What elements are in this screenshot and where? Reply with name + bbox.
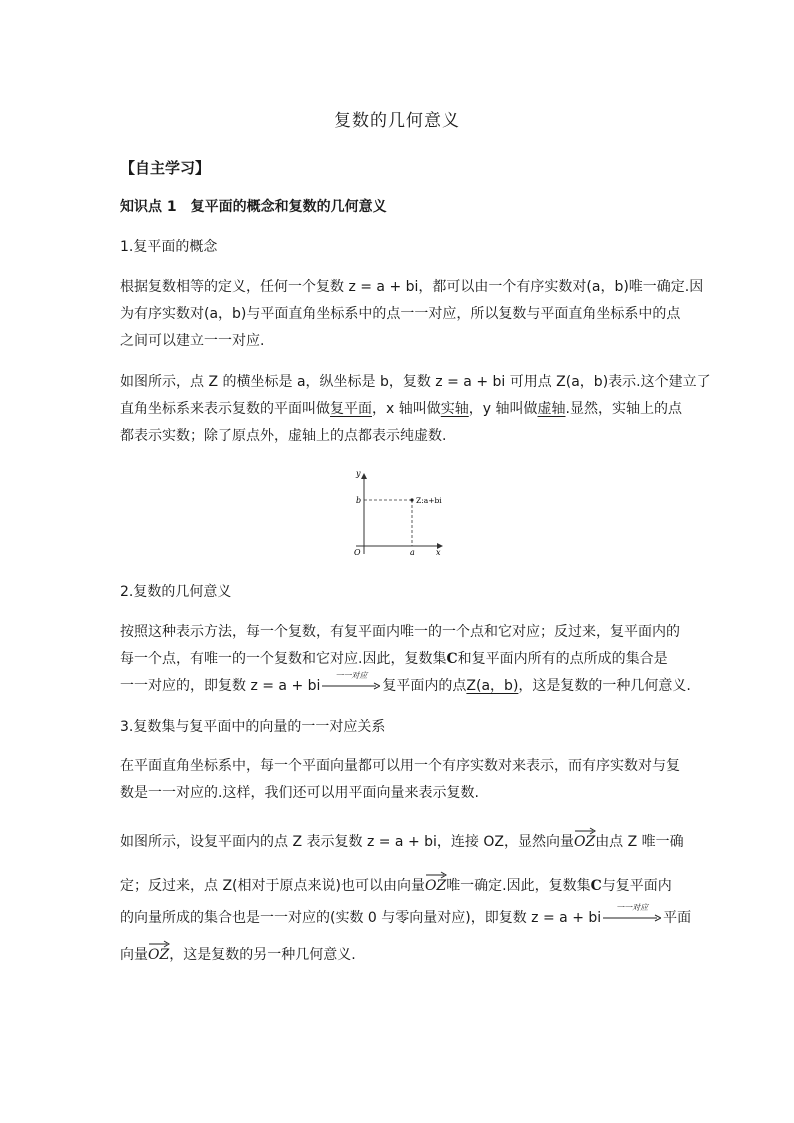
vector-oz-text: OZ <box>424 878 447 894</box>
sub3-line2: 数是一一对应的.这样，我们还可以用平面向量来表示复数. <box>120 785 479 801</box>
sub2-line3 <box>120 671 691 695</box>
para2-text-b: ，x 轴叫做 <box>372 401 441 417</box>
sub3-line3-b: 由点 Z 唯一确 <box>595 834 684 850</box>
b-tick-label: b <box>356 496 362 505</box>
sub3-line6-a: 向量 <box>120 947 148 963</box>
vector-oz <box>148 947 169 963</box>
para1-line1: 根据复数相等的定义，任何一个复数 z = a + bi，都可以由一个有序实数对(a，b)唯一确定.因 <box>120 279 704 295</box>
sub2-line2 <box>120 648 668 668</box>
para2-line1: 如图所示，点 Z 的横坐标是 a，纵坐标是 b，复数 z = a + bi 可用点 Z(a，b)表示.这个建立了 <box>120 374 711 390</box>
correspondence-arrow-label: 一一对应 <box>335 671 368 680</box>
complex-set-symbol: C <box>590 878 602 894</box>
para1-line3: 之间可以建立一一对应. <box>120 333 265 349</box>
x-axis-label: x <box>436 548 441 557</box>
vector-oz <box>425 878 446 894</box>
correspondence-arrow <box>603 903 661 923</box>
term-real-axis: 实轴 <box>440 401 469 417</box>
sub2-line1: 按照这种表示方法，每一个复数，有复平面内唯一的一个点和它对应；反过来，复平面内的 <box>120 624 680 640</box>
knowledge-point-heading <box>120 196 387 216</box>
vector-oz-text: OZ <box>573 834 596 850</box>
sub3-line4-a: 定；反过来，点 Z(相对于原点来说)也可以由向量 <box>120 878 425 894</box>
sub3-line3 <box>120 831 684 851</box>
correspondence-arrow-label: 一一对应 <box>616 903 649 912</box>
subsection-3-heading: 3.复数集与复平面中的向量的一一对应关系 <box>120 719 386 735</box>
sub3-line5 <box>120 903 692 927</box>
complex-plane-figure <box>338 464 458 560</box>
term-complex-plane: 复平面 <box>330 401 372 417</box>
page-title: 复数的几何意义 <box>334 111 460 131</box>
a-tick-label: a <box>410 548 415 557</box>
sub2-line2-b: 和复平面内所有的点所成的集合是 <box>457 651 668 667</box>
sub3-line4-c: 与复平面内 <box>601 878 672 894</box>
section-heading: 【自主学习】 <box>120 159 211 177</box>
subsection-1-heading: 1.复平面的概念 <box>120 239 218 255</box>
complex-set-symbol: C <box>446 651 458 667</box>
origin-label: O <box>354 548 361 557</box>
point-z <box>410 498 413 501</box>
para2-line3: 都表示实数；除了原点外，虚轴上的点都表示纯虚数. <box>120 428 447 444</box>
para2-text-d: .显然，实轴上的点 <box>565 401 682 417</box>
sub2-line3-b: 复平面内的点 <box>382 678 467 694</box>
y-axis-label: y <box>356 469 361 478</box>
para1-line2: 为有序实数对(a，b)与平面直角坐标系中的点一一对应，所以复数与平面直角坐标系中的点 <box>120 306 681 322</box>
sub3-line4 <box>120 875 672 895</box>
sub3-line5-b: 平面 <box>663 910 692 926</box>
sub3-line3-a: 如图所示，设复平面内的点 Z 表示复数 z = a + bi，连接 OZ，显然向量 <box>120 834 574 850</box>
sub3-line6-b: ，这是复数的另一种几何意义. <box>169 947 356 963</box>
para2-line2 <box>120 398 682 418</box>
subsection-2-heading: 2.复数的几何意义 <box>120 584 232 600</box>
knowledge-point-label: 知识点 1 <box>120 199 177 215</box>
sub3-line5-a: 的向量所成的集合也是一一对应的(实数 0 与零向量对应)，即复数 z = a + bi <box>120 910 602 926</box>
sub3-line4-b: 唯一确定.因此，复数集 <box>446 878 591 894</box>
sub3-line1: 在平面直角坐标系中，每一个平面向量都可以用一个有序实数对来表示，而有序实数对与复 <box>120 758 680 774</box>
point-z-label: Z:a+bi <box>416 496 442 505</box>
sub2-line3-a: 一一对应的，即复数 z = a + bi <box>120 678 321 694</box>
sub2-line2-a: 每一个点，有唯一的一个复数和它对应.因此，复数集 <box>120 651 447 667</box>
sub2-line3-c: ，这是复数的一种几何意义. <box>518 678 691 694</box>
term-imaginary-axis: 虚轴 <box>537 401 566 417</box>
para2-text-c: ，y 轴叫做 <box>468 401 538 417</box>
vector-oz <box>574 834 595 850</box>
para2-text-a: 直角坐标系来表示复数的平面叫做 <box>120 401 330 417</box>
point-z-ab: Z(a，b) <box>466 678 519 694</box>
vector-oz-text: OZ <box>148 947 170 963</box>
knowledge-point-title: 复平面的概念和复数的几何意义 <box>190 199 387 215</box>
sub3-line6 <box>120 944 356 964</box>
correspondence-arrow <box>322 671 380 691</box>
